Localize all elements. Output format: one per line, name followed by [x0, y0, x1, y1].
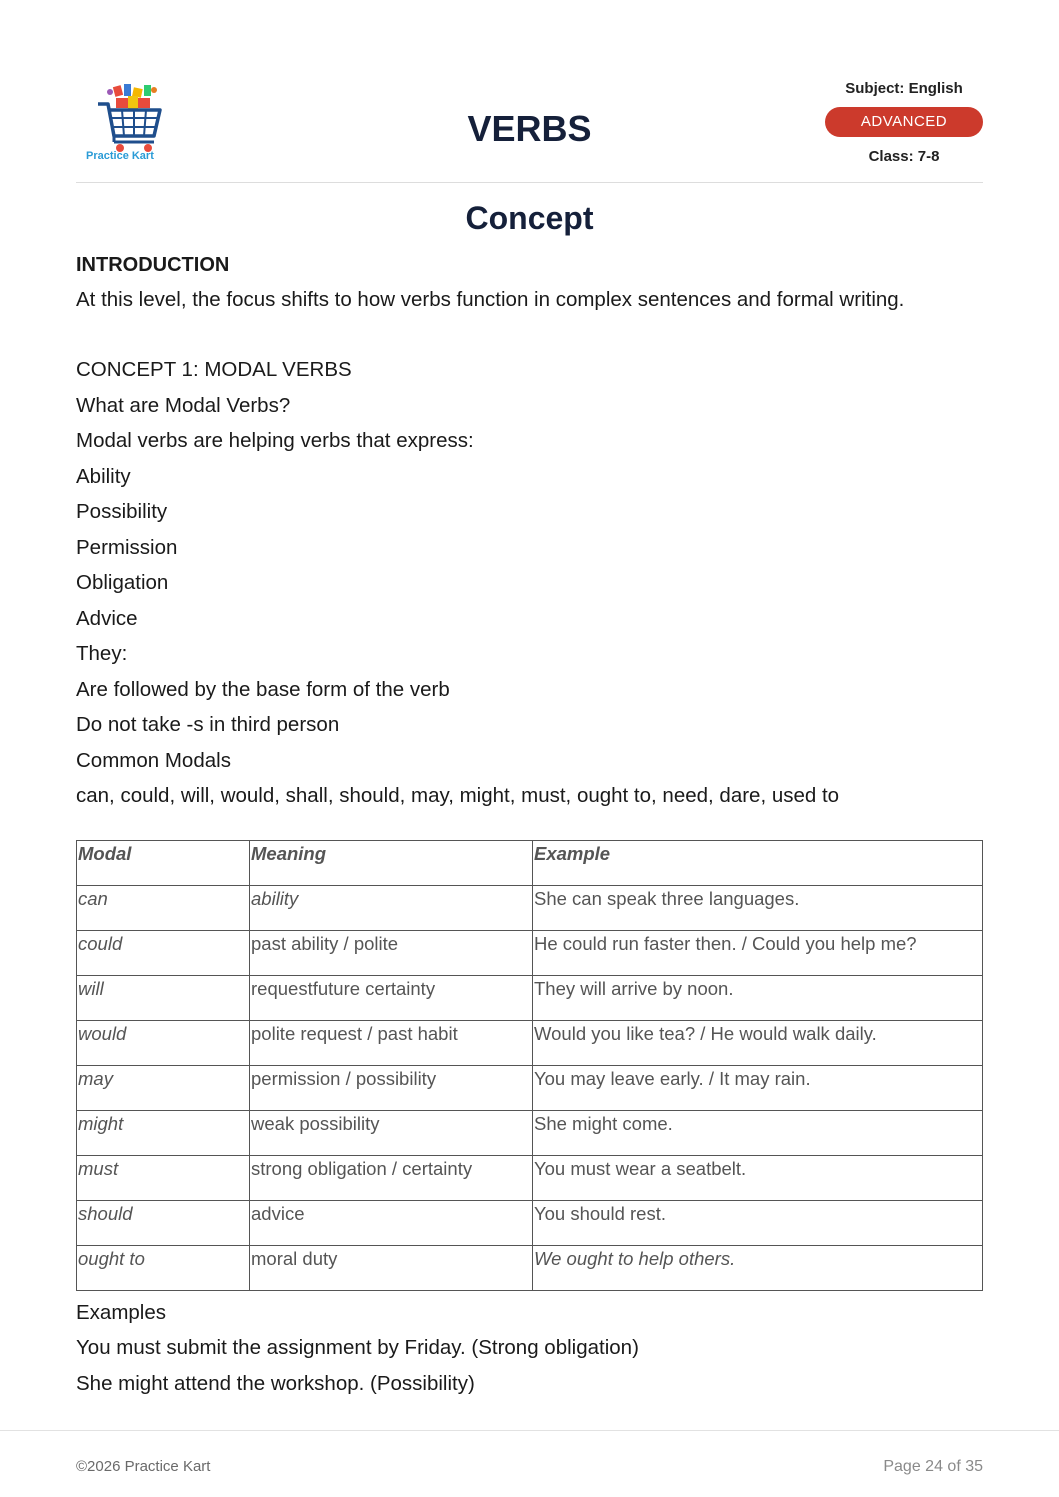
page-number: Page 24 of 35 [883, 1458, 983, 1475]
intro-paragraph: At this level, the focus shifts to how verbs function in complex sentences and formal writing. [76, 288, 905, 311]
examples-heading: Examples [76, 1300, 167, 1324]
list-item: Possibility [76, 500, 168, 523]
table-row [77, 1020, 983, 1065]
example-sentence: You must submit the assignment by Friday. (Strong obligation) [76, 1336, 639, 1359]
subject-label: Subject: English [845, 80, 963, 97]
example-cell: You must wear a seatbelt. [533, 1155, 983, 1200]
table-row [77, 1065, 983, 1110]
document-meta [825, 80, 983, 165]
meaning-cell: past ability / polite [250, 930, 533, 975]
spacer [76, 316, 983, 352]
text-line: Common Modals [76, 748, 231, 772]
logo-wordmark: Practice Kart [86, 150, 154, 162]
modal-cell: ought to [77, 1245, 250, 1290]
examples-section [76, 1295, 983, 1402]
list-item: Are followed by the base form of the verb [76, 677, 450, 701]
intro-heading: INTRODUCTION [76, 254, 230, 276]
table-row [77, 1155, 983, 1200]
text-line: What are Modal Verbs? [76, 393, 291, 417]
example-cell: She can speak three languages. [533, 885, 983, 930]
table-header-row [77, 840, 983, 885]
example-cell: We ought to help others. [533, 1245, 983, 1290]
meaning-cell: permission / possibility [250, 1065, 533, 1110]
meaning-cell: ability [250, 885, 533, 930]
text-line: can, could, will, would, shall, should, may, might, must, ought to, need, dare, used to [76, 784, 840, 807]
example-cell: She might come. [533, 1110, 983, 1155]
meaning-cell: requestfuture certainty [250, 975, 533, 1020]
section-title: Concept [465, 200, 594, 236]
header-divider [76, 182, 983, 183]
list-item: Do not take -s in third person [76, 713, 340, 736]
list-item: Ability [76, 464, 131, 488]
meaning-cell: polite request / past habit [250, 1020, 533, 1065]
page-header [76, 70, 983, 182]
example-cell: Would you like tea? / He would walk daily. [533, 1020, 983, 1065]
text-line: Modal verbs are helping verbs that express: [76, 429, 474, 452]
page-content [76, 248, 983, 1401]
modal-cell: can [77, 885, 250, 930]
column-header-modal: Modal [77, 840, 250, 885]
concept-heading: CONCEPT 1: MODAL VERBS [76, 358, 352, 381]
footer-divider [0, 1430, 1059, 1431]
list-item: Advice [76, 606, 138, 630]
example-cell: You may leave early. / It may rain. [533, 1065, 983, 1110]
level-badge: ADVANCED [825, 107, 983, 137]
meaning-cell: weak possibility [250, 1110, 533, 1155]
example-cell: He could run faster then. / Could you help me? [533, 930, 983, 975]
modal-cell: may [77, 1065, 250, 1110]
table-row [77, 975, 983, 1020]
modal-cell: could [77, 930, 250, 975]
table-row [77, 1110, 983, 1155]
list-item: Obligation [76, 571, 169, 594]
meaning-cell: strong obligation / certainty [250, 1155, 533, 1200]
text-line: They: [76, 642, 128, 665]
modal-cell: must [77, 1155, 250, 1200]
modal-cell: would [77, 1020, 250, 1065]
table-row [77, 1245, 983, 1290]
footer-copyright: ©2026 Practice Kart [76, 1458, 211, 1475]
table-row [77, 1200, 983, 1245]
example-cell: You should rest. [533, 1200, 983, 1245]
class-label: Class: 7-8 [868, 148, 940, 165]
table-row [77, 885, 983, 930]
column-header-meaning: Meaning [250, 840, 533, 885]
meaning-cell: moral duty [250, 1245, 533, 1290]
example-sentence: She might attend the workshop. (Possibility) [76, 1371, 475, 1395]
document-title: VERBS [467, 108, 592, 149]
modal-cell: might [77, 1110, 250, 1155]
column-header-example: Example [533, 840, 983, 885]
modal-cell: will [77, 975, 250, 1020]
modal-cell: should [77, 1200, 250, 1245]
list-item: Permission [76, 535, 178, 559]
meaning-cell: advice [250, 1200, 533, 1245]
modal-verbs-table [76, 840, 983, 1291]
example-cell: They will arrive by noon. [533, 975, 983, 1020]
table-row [77, 930, 983, 975]
